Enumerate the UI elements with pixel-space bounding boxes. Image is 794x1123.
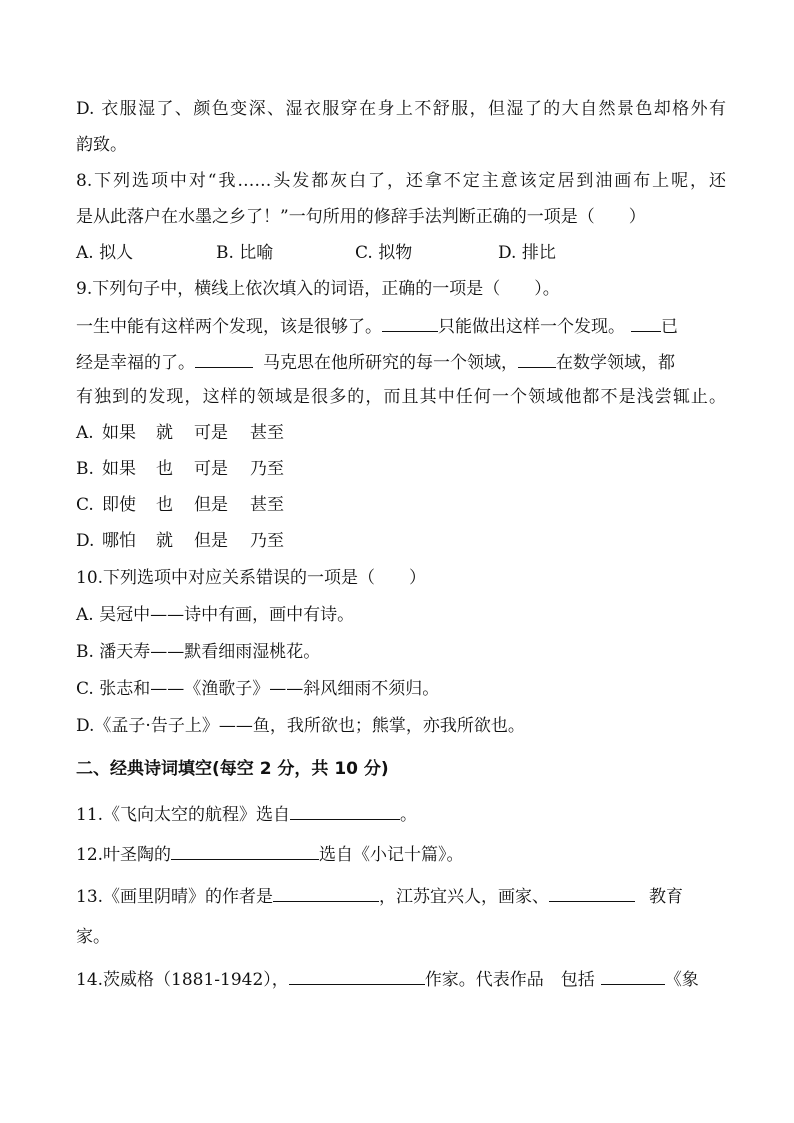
option-word: 但是 bbox=[194, 495, 228, 515]
q8-option-d[interactable]: D. 排比 bbox=[498, 243, 556, 263]
q9-option-b[interactable] bbox=[76, 457, 726, 481]
q12-line bbox=[76, 841, 726, 867]
option-word: 即使 bbox=[102, 495, 136, 515]
q10-option-b[interactable]: B. 潘天寿——默看细雨湿桃花。 bbox=[76, 642, 321, 662]
q9-blank-3[interactable] bbox=[195, 349, 253, 368]
q14-text: 《象 bbox=[664, 970, 699, 990]
option-letter: D. bbox=[76, 531, 95, 551]
option-word: 如果 bbox=[102, 459, 136, 479]
option-letter: C. bbox=[76, 495, 94, 515]
option-word: 也 bbox=[156, 459, 173, 479]
option-word: 乃至 bbox=[250, 459, 284, 479]
option-word: 甚至 bbox=[250, 495, 284, 515]
q8-option-a[interactable]: A. 拟人 bbox=[76, 243, 134, 263]
q13-blank-2[interactable] bbox=[549, 883, 635, 902]
q9-blank-1[interactable] bbox=[382, 313, 438, 332]
option-word: 哪怕 bbox=[102, 531, 136, 551]
option-word: 乃至 bbox=[250, 531, 284, 551]
q11-text: 11.《飞向太空的航程》选自 bbox=[76, 805, 291, 825]
option-word: 就 bbox=[156, 531, 173, 551]
q9-option-a[interactable] bbox=[76, 421, 726, 445]
q8-stem-line2: 是从此落户在水墨之乡了！”一句所用的修辞手法判断正确的一项是（ ） bbox=[76, 207, 646, 227]
q9-passage-text: 只能做出这样一个发现。 bbox=[438, 317, 625, 337]
q7-option-d-line2: 韵致。 bbox=[76, 135, 127, 155]
q12-blank[interactable] bbox=[171, 841, 319, 860]
q11-blank[interactable] bbox=[290, 801, 400, 820]
q10-option-d[interactable]: D.《孟子·告子上》——鱼，我所欲也；熊掌，亦我所欲也。 bbox=[76, 716, 525, 736]
q9-passage-text: 马克思在他所研究的每一个领域， bbox=[263, 353, 518, 373]
q9-passage-line1 bbox=[76, 313, 726, 339]
q10-option-c[interactable]: C. 张志和——《渔歌子》——斜风细雨不须归。 bbox=[76, 679, 440, 699]
option-letter: A. bbox=[76, 423, 94, 443]
q13-text: 教育 bbox=[649, 887, 684, 907]
q9-option-d[interactable] bbox=[76, 529, 726, 553]
q9-passage-line2 bbox=[76, 349, 726, 375]
option-word: 甚至 bbox=[250, 423, 284, 443]
q9-passage-text: 已 bbox=[661, 317, 678, 337]
option-letter: B. bbox=[76, 459, 94, 479]
q13-text: ，江苏宜兴人，画家、 bbox=[379, 887, 550, 907]
q8-stem-line1: 8.下列选项中对“我……头发都灰白了，还拿不定主意该定居到油画布上呢，还 bbox=[76, 171, 726, 191]
option-word: 就 bbox=[156, 423, 173, 443]
q14-text: 作家。代表作品 包括 bbox=[424, 970, 595, 990]
q11-text: 。 bbox=[400, 805, 418, 825]
option-word: 如果 bbox=[102, 423, 136, 443]
q9-passage-text: 经是幸福的了。 bbox=[76, 353, 195, 373]
q9-passage-text: 一生中能有这样两个发现，该是很够了。 bbox=[76, 317, 382, 337]
q8-option-c[interactable]: C. 拟物 bbox=[355, 243, 413, 263]
q14-line bbox=[76, 966, 726, 992]
q14-text: 14.茨威格（1881-1942）， bbox=[76, 970, 289, 990]
q14-blank-1[interactable] bbox=[289, 966, 425, 985]
q9-passage-line3: 有独到的发现，这样的领域是很多的，而且其中任何一个领域他都不是浅尝辄止。 bbox=[76, 387, 726, 407]
q8-option-b[interactable]: B. 比喻 bbox=[216, 243, 274, 263]
section-2-title: 二、经典诗词填空(每空 2 分，共 10 分) bbox=[76, 759, 389, 779]
q9-stem: 9.下列句子中，横线上依次填入的词语，正确的一项是（ ）。 bbox=[76, 279, 560, 299]
q14-blank-2[interactable] bbox=[601, 966, 665, 985]
option-word: 也 bbox=[156, 495, 173, 515]
option-word: 但是 bbox=[194, 531, 228, 551]
q13-text: 13.《画里阴晴》的作者是 bbox=[76, 887, 274, 907]
q9-blank-2[interactable] bbox=[631, 313, 661, 332]
q7-option-d-line1: D. 衣服湿了、颜色变深、湿衣服穿在身上不舒服，但湿了的大自然景色却格外有 bbox=[76, 99, 726, 119]
option-word: 可是 bbox=[194, 459, 228, 479]
q9-blank-4[interactable] bbox=[518, 349, 556, 368]
option-word: 可是 bbox=[194, 423, 228, 443]
q13-line2: 家。 bbox=[76, 927, 110, 947]
q9-passage-text: 在数学领域，都 bbox=[556, 353, 675, 373]
q13-line1 bbox=[76, 883, 726, 909]
q11-line bbox=[76, 801, 726, 827]
q12-text: 12.叶圣陶的 bbox=[76, 845, 172, 865]
q10-stem: 10.下列选项中对应关系错误的一项是（ ） bbox=[76, 568, 427, 588]
q12-text: 选自《小记十篇》。 bbox=[319, 845, 464, 865]
q10-option-a[interactable]: A. 吴冠中——诗中有画，画中有诗。 bbox=[76, 605, 355, 625]
q9-option-c[interactable] bbox=[76, 493, 726, 517]
q8-options bbox=[76, 241, 726, 265]
q13-blank-1[interactable] bbox=[273, 883, 379, 902]
